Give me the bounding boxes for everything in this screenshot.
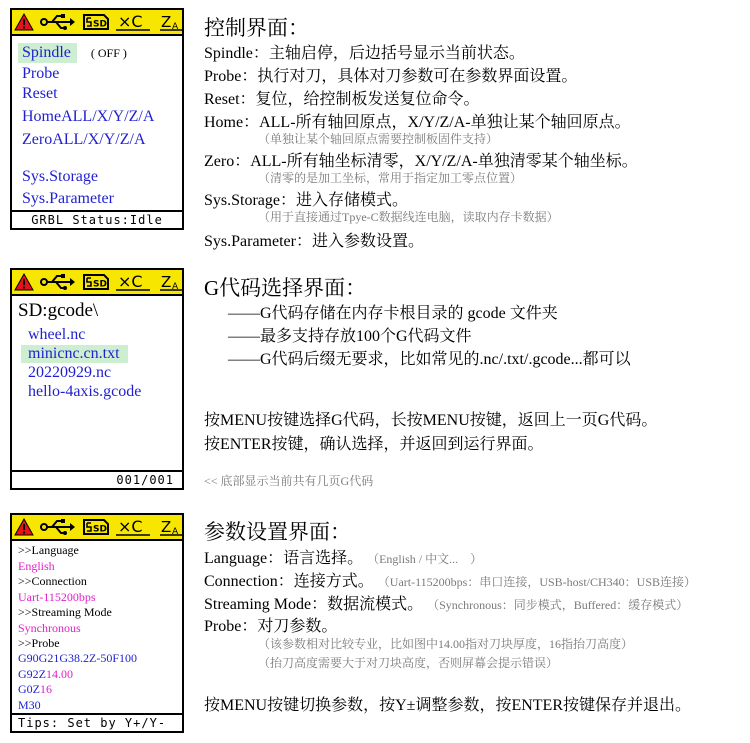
cancel-x-icon	[116, 273, 150, 291]
control-screen	[10, 8, 184, 230]
probe-note-2: （抬刀高度需要大于对刀块高度，否则屏幕会提示错误）	[258, 656, 559, 670]
probe-value[interactable]: 16	[40, 682, 52, 696]
streaming-desc: Streaming Mode：数据流模式。	[204, 596, 424, 613]
connection-desc: Connection：连接方式。	[204, 573, 374, 590]
section3-bottom-line: 按MENU按键切换参数，按Y±调整参数，按ENTER按键保存并退出。	[204, 697, 691, 714]
section1-line-spindle: Spindle：主轴启停，后边括号显示当前状态。	[204, 45, 525, 62]
menu-item-sys-parameter[interactable]: Sys.Parameter	[22, 190, 114, 207]
parameter-list	[18, 543, 112, 652]
status-bar	[12, 10, 182, 36]
probe-gcode-line: G90G21G38.2Z-50F100	[18, 651, 137, 665]
grbl-status-footer: GRBL Status:Idle	[12, 210, 182, 228]
section1-note-home: （单独让某个轴回原点需要控制板固件支持）	[258, 132, 499, 146]
usb-icon	[40, 13, 76, 31]
parameter-value[interactable]: Synchronous	[18, 620, 81, 635]
section2-line-suffix: ——G代码后缀无要求，比如常见的.nc/.txt/.gcode...都可以	[228, 351, 631, 368]
section1-line-parameter: Sys.Parameter：进入参数设置。	[204, 233, 424, 250]
warning-icon	[14, 518, 34, 536]
svg-text:SD: SD	[93, 524, 107, 535]
svg-text:SD: SD	[93, 279, 107, 290]
section2-line-max: ——最多支持存放100个G代码文件	[228, 328, 472, 345]
language-note: （English / 中文... ）	[367, 552, 483, 566]
section1-line-storage: Sys.Storage：进入存储模式。	[204, 192, 409, 209]
svg-text:A: A	[172, 527, 179, 536]
usb-icon	[40, 273, 76, 291]
tips-footer: Tips: Set by Y+/Y-	[12, 713, 182, 731]
status-bar	[12, 515, 182, 541]
sd-path: SD:gcode\	[18, 300, 99, 321]
cancel-x-icon	[116, 518, 150, 536]
connection-note: （Uart-115200bps：串口连接，USB-host/CH340：USB连接）	[377, 575, 697, 589]
svg-text:Z: Z	[161, 13, 172, 31]
sd-card-icon	[82, 13, 110, 31]
page-counter-footer: 001/001	[12, 470, 182, 488]
streaming-note: （Synchronous：同步模式，Buffered：缓存模式）	[427, 598, 689, 612]
svg-text:Z: Z	[161, 518, 172, 536]
parameter-heading: >>Probe	[18, 636, 60, 650]
warning-icon	[14, 13, 34, 31]
menu-item-spindle[interactable]: Spindle	[18, 43, 77, 63]
file-item[interactable]: hello-4axis.gcode	[28, 383, 142, 400]
section1-title: 控制界面：	[204, 16, 309, 40]
probe-gcode-line: M30	[18, 697, 41, 712]
probe-desc: Probe：对刀参数。	[204, 618, 338, 635]
section2-line-folder: ——G代码存储在内存卡根目录的 gcode 文件夹	[228, 305, 558, 322]
svg-text:A: A	[172, 282, 179, 291]
section1-line-zero: Zero：ALL-所有轴坐标清零，X/Y/Z/A-单独清零某个轴坐标。	[204, 153, 638, 170]
section1-line-home: Home：ALL-所有轴回原点，X/Y/Z/A-单独让某个轴回原点。	[204, 114, 631, 131]
file-item-selected[interactable]: minicnc.cn.txt	[21, 345, 128, 363]
section3-title: 参数设置界面：	[204, 520, 351, 544]
parameter-heading: >>Connection	[18, 574, 87, 588]
probe-value[interactable]: 14.00	[46, 666, 73, 681]
menu-item-home[interactable]: HomeALL/X/Y/Z/A	[22, 108, 155, 125]
sd-card-icon	[82, 518, 110, 536]
section1-note-zero: （清零的是加工坐标，常用于指定加工零点位置）	[258, 171, 523, 185]
section2-line-enter: 按ENTER按键，确认选择，并返回到运行界面。	[204, 436, 544, 453]
usb-icon	[40, 518, 76, 536]
spindle-state: ( OFF )	[90, 46, 127, 60]
svg-text:SD: SD	[93, 19, 107, 30]
warning-icon	[14, 273, 34, 291]
zero-axis-icon	[160, 273, 182, 291]
file-item[interactable]: 20220929.nc	[28, 364, 112, 381]
section2-line-menu: 按MENU按键选择G代码，长按MENU按键，返回上一页G代码。	[204, 412, 658, 429]
probe-note-1: （该参数相对比较专业，比如图中14.00指对刀块厚度，16指抬刀高度）	[258, 637, 634, 651]
section2-note-pages: << 底部显示当前共有几页G代码	[204, 474, 374, 488]
parameter-screen	[10, 513, 184, 733]
status-bar	[12, 270, 182, 296]
gcode-select-screen	[10, 268, 184, 490]
svg-text:×C: ×C	[118, 518, 143, 536]
probe-gcode-line: G92Z14.00	[18, 666, 73, 681]
parameter-value[interactable]: English	[18, 558, 55, 573]
cancel-x-icon	[116, 13, 150, 31]
svg-text:A: A	[172, 22, 179, 31]
file-item[interactable]: wheel.nc	[28, 326, 86, 343]
svg-text:×C: ×C	[118, 13, 143, 31]
menu-item-zero[interactable]: ZeroALL/X/Y/Z/A	[22, 131, 146, 148]
zero-axis-icon	[160, 13, 182, 31]
language-desc: Language：语言选择。	[204, 550, 364, 567]
menu-item-sys-storage[interactable]: Sys.Storage	[22, 168, 98, 185]
section1-line-reset: Reset：复位，给控制板发送复位命令。	[204, 91, 480, 108]
sd-card-icon	[82, 273, 110, 291]
parameter-value[interactable]: Uart-115200bps	[18, 589, 96, 604]
section2-title: G代码选择界面：	[204, 276, 367, 300]
parameter-heading: >>Language	[18, 543, 79, 557]
menu-item-probe[interactable]: Probe	[22, 65, 60, 82]
section1-line-probe: Probe：执行对刀，具体对刀参数可在参数界面设置。	[204, 68, 578, 85]
svg-text:×C: ×C	[118, 273, 143, 291]
svg-text:Z: Z	[161, 273, 172, 291]
section1-note-storage: （用于直接通过Tpye-C数据线连电脑，读取内存卡数据）	[258, 210, 559, 224]
probe-gcode-list	[18, 651, 137, 713]
parameter-heading: >>Streaming Mode	[18, 605, 112, 619]
probe-gcode-line: G0Z16	[18, 682, 52, 696]
menu-item-reset[interactable]: Reset	[22, 85, 58, 102]
zero-axis-icon	[160, 518, 182, 536]
